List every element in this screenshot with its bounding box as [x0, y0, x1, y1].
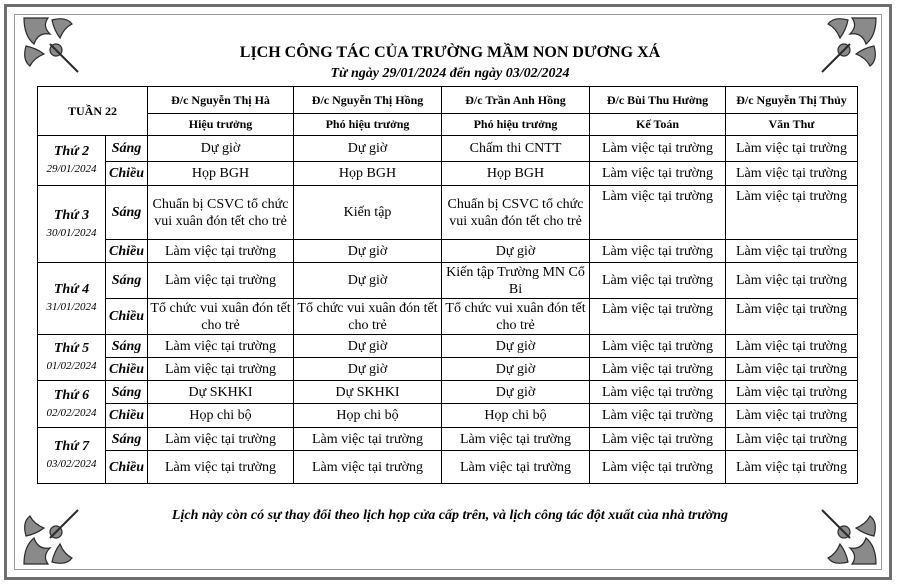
session-label: Chiều — [106, 299, 148, 335]
task-cell: Làm việc tại trường — [294, 428, 442, 451]
day-name: Thứ 4 — [53, 282, 90, 297]
task-cell: Họp chi bộ — [294, 404, 442, 428]
day-cell — [38, 136, 106, 186]
person-role: Kế Toán — [590, 114, 726, 136]
person-name: Đ/c Nguyễn Thị Thủy — [726, 87, 858, 114]
task-cell: Dự giờ — [294, 240, 442, 263]
task-cell: Chuẩn bị CSVC tổ chức vui xuân đón tết cho trẻ — [148, 186, 294, 240]
person-name: Đ/c Nguyễn Thị Hồng — [294, 87, 442, 114]
task-cell: Làm việc tại trường — [590, 358, 726, 381]
task-cell: Làm việc tại trường — [726, 263, 858, 299]
day-date: 31/01/2024 — [46, 301, 97, 313]
task-cell: Họp BGH — [442, 162, 590, 186]
task-cell: Dự SKHKI — [148, 381, 294, 404]
task-cell: Họp chi bộ — [442, 404, 590, 428]
task-cell: Chuẩn bị CSVC tổ chức vui xuân đón tết cho trẻ — [442, 186, 590, 240]
task-cell: Làm việc tại trường — [148, 358, 294, 381]
task-cell: Làm việc tại trường — [726, 162, 858, 186]
day-date: 30/01/2024 — [46, 226, 97, 239]
task-cell: Làm việc tại trường — [148, 263, 294, 299]
day-name: Thứ 3 — [53, 207, 90, 223]
task-cell: Làm việc tại trường — [726, 404, 858, 428]
day-date: 29/01/2024 — [46, 163, 97, 175]
task-cell: Họp BGH — [148, 162, 294, 186]
task-cell: Chấm thi CNTT — [442, 136, 590, 162]
task-cell: Làm việc tại trường — [726, 240, 858, 263]
task-cell: Dự giờ — [294, 263, 442, 299]
day-cell — [38, 335, 106, 381]
task-cell: Làm việc tại trường — [726, 299, 858, 335]
task-cell: Họp BGH — [294, 162, 442, 186]
task-cell: Làm việc tại trường — [590, 335, 726, 358]
person-name: Đ/c Nguyễn Thị Hà — [148, 87, 294, 114]
task-cell: Làm việc tại trường — [590, 299, 726, 335]
day-date: 02/02/2024 — [46, 406, 97, 419]
person-role: Hiệu trưởng — [148, 114, 294, 136]
page-title: LỊCH CÔNG TÁC CỦA TRƯỜNG MẦM NON DƯƠNG XÁ — [239, 44, 661, 61]
session-label: Sáng — [106, 428, 148, 451]
task-cell: Làm việc tại trường — [726, 186, 858, 240]
week-label: TUẦN 22 — [38, 87, 148, 136]
person-role: Văn Thư — [726, 114, 858, 136]
session-label: Chiều — [106, 240, 148, 263]
person-name: Đ/c Trần Anh Hồng — [442, 87, 590, 114]
task-cell: Làm việc tại trường — [294, 451, 442, 484]
task-cell: Làm việc tại trường — [590, 428, 726, 451]
task-cell: Làm việc tại trường — [148, 428, 294, 451]
task-cell: Tổ chức vui xuân đón tết cho trẻ — [148, 299, 294, 335]
day-cell — [38, 186, 106, 263]
person-name: Đ/c Bùi Thu Hường — [590, 87, 726, 114]
session-label: Chiều — [106, 162, 148, 186]
session-label: Sáng — [106, 381, 148, 404]
session-label: Chiều — [106, 358, 148, 381]
day-name: Thứ 2 — [53, 144, 90, 159]
task-cell: Làm việc tại trường — [726, 381, 858, 404]
task-cell: Làm việc tại trường — [590, 381, 726, 404]
task-cell: Làm việc tại trường — [442, 451, 590, 484]
task-cell: Làm việc tại trường — [590, 240, 726, 263]
task-cell: Dự SKHKI — [294, 381, 442, 404]
session-label: Chiều — [106, 404, 148, 428]
task-cell: Làm việc tại trường — [590, 136, 726, 162]
task-cell: Kiến tập Trường MN Cổ Bi — [442, 263, 590, 299]
task-cell: Làm việc tại trường — [590, 162, 726, 186]
session-label: Sáng — [106, 263, 148, 299]
day-date: 03/02/2024 — [46, 458, 97, 470]
task-cell: Dự giờ — [294, 335, 442, 358]
session-label: Chiều — [106, 451, 148, 484]
task-cell: Làm việc tại trường — [726, 428, 858, 451]
task-cell: Làm việc tại trường — [442, 428, 590, 451]
task-cell: Họp chi bộ — [148, 404, 294, 428]
session-label: Sáng — [106, 136, 148, 162]
task-cell: Dự giờ — [294, 358, 442, 381]
task-cell: Làm việc tại trường — [148, 240, 294, 263]
task-cell: Làm việc tại trường — [148, 451, 294, 484]
person-role: Phó hiệu trưởng — [442, 114, 590, 136]
session-label: Sáng — [106, 186, 148, 240]
task-cell: Dự giờ — [294, 136, 442, 162]
task-cell: Làm việc tại trường — [148, 335, 294, 358]
task-cell: Làm việc tại trường — [590, 263, 726, 299]
task-cell: Làm việc tại trường — [590, 451, 726, 484]
task-cell: Dự giờ — [442, 358, 590, 381]
page-subtitle: Từ ngày 29/01/2024 đến ngày 03/02/2024 — [330, 66, 570, 81]
footer-note: Lịch này còn có sự thay đổi theo lịch họp cửa cấp trên, và lịch công tác đột xuất của nhà trường — [171, 508, 729, 523]
task-cell: Dự giờ — [442, 240, 590, 263]
day-cell — [38, 263, 106, 335]
task-cell: Làm việc tại trường — [726, 358, 858, 381]
day-cell — [38, 428, 106, 484]
task-cell: Dự giờ — [442, 335, 590, 358]
task-cell: Làm việc tại trường — [726, 451, 858, 484]
task-cell: Làm việc tại trường — [726, 136, 858, 162]
task-cell: Kiến tập — [294, 186, 442, 240]
session-label: Sáng — [106, 335, 148, 358]
task-cell: Dự giờ — [148, 136, 294, 162]
task-cell: Làm việc tại trường — [726, 335, 858, 358]
person-role: Phó hiệu trưởng — [294, 114, 442, 136]
task-cell: Dự giờ — [442, 381, 590, 404]
task-cell: Làm việc tại trường — [590, 186, 726, 240]
schedule-table — [37, 86, 858, 484]
task-cell: Làm việc tại trường — [590, 404, 726, 428]
day-name: Thứ 5 — [53, 341, 90, 356]
task-cell: Tổ chức vui xuân đón tết cho trẻ — [442, 299, 590, 335]
day-date: 01/02/2024 — [46, 360, 97, 372]
task-cell: Tổ chức vui xuân đón tết cho trẻ — [294, 299, 442, 335]
day-name: Thứ 7 — [53, 439, 90, 454]
day-cell — [38, 381, 106, 428]
day-name: Thứ 6 — [53, 387, 90, 403]
